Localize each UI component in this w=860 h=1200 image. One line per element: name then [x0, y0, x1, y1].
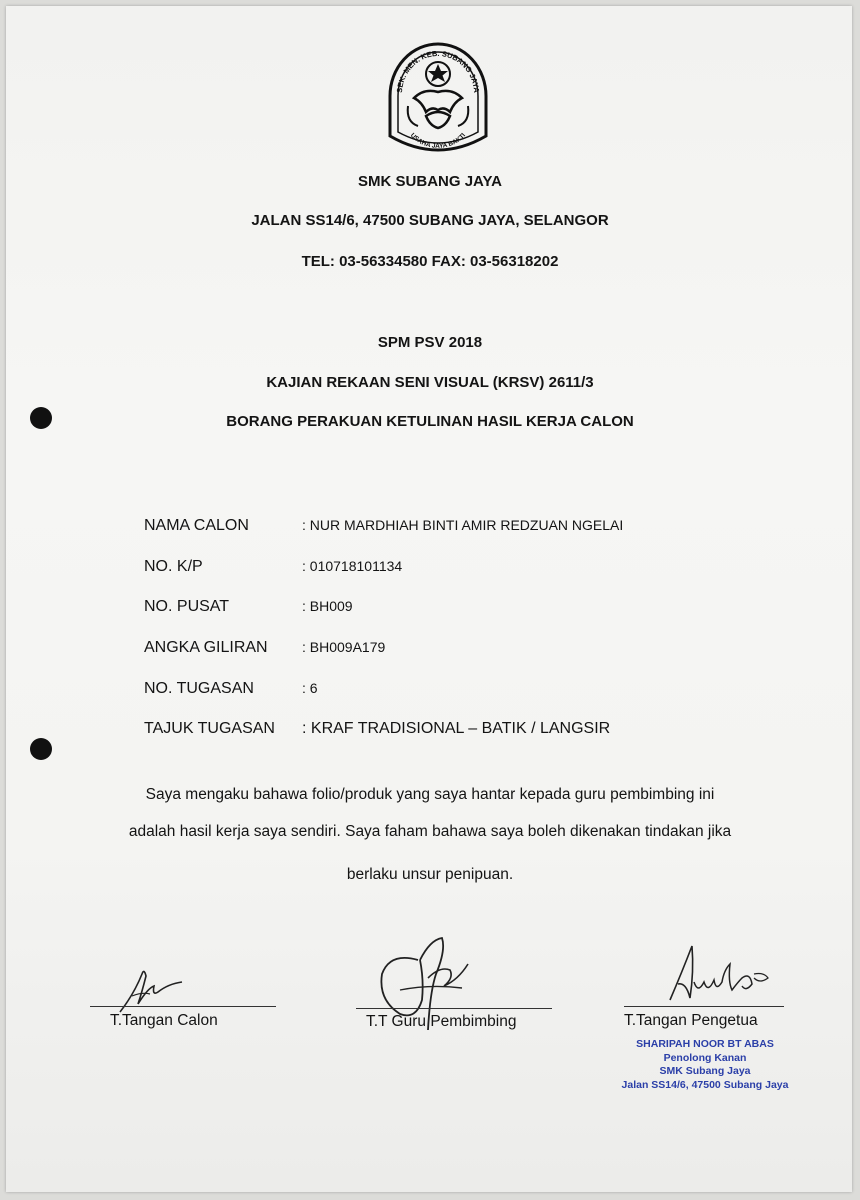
- field-value: : 6: [302, 680, 318, 696]
- field-label: NO. TUGASAN: [144, 680, 254, 697]
- school-address: JALAN SS14/6, 47500 SUBANG JAYA, SELANGOR: [251, 212, 609, 229]
- field-label: NO. K/P: [144, 558, 203, 575]
- field-label: ANGKA GILIRAN: [144, 639, 268, 656]
- stamp-name: SHARIPAH NOOR BT ABAS: [636, 1038, 774, 1050]
- candidate-signature-label: T.Tangan Calon: [110, 1012, 218, 1029]
- punch-hole-bottom: [30, 738, 52, 760]
- stamp-address: Jalan SS14/6, 47500 Subang Jaya: [621, 1078, 789, 1091]
- logo-text-top: SEK. MEN. KEB. SUBANG JAYA: [394, 48, 482, 94]
- field-value: : NUR MARDHIAH BINTI AMIR REDZUAN NGELAI: [302, 517, 624, 533]
- stamp-school: SMK Subang Jaya: [659, 1065, 751, 1077]
- field-value: : BH009: [302, 598, 353, 614]
- official-stamp: [600, 1038, 810, 1092]
- field-label: TAJUK TUGASAN: [144, 720, 275, 737]
- teacher-signature-label: T.T Guru Pembimbing: [366, 1013, 517, 1030]
- candidate-signature-line: [90, 1006, 276, 1007]
- school-logo-icon: [384, 36, 492, 166]
- teacher-signature-line: [356, 1008, 552, 1009]
- school-contact: TEL: 03-56334580 FAX: 03-56318202: [301, 253, 559, 270]
- declaration-line-2: adalah hasil kerja saya sendiri. Saya faham bahawa saya boleh dikenakan tindakan jika: [128, 823, 732, 840]
- candidate-signature: [108, 966, 198, 1016]
- principal-signature: [664, 942, 784, 1012]
- declaration-line-3: berlaku unsur penipuan.: [346, 866, 514, 883]
- principal-signature-label: T.Tangan Pengetua: [624, 1012, 758, 1029]
- form-title: BORANG PERAKUAN KETULINAN HASIL KERJA CALON: [226, 413, 634, 430]
- exam-title: SPM PSV 2018: [377, 334, 483, 351]
- field-label: NO. PUSAT: [144, 598, 230, 615]
- principal-signature-line: [624, 1006, 784, 1007]
- field-value: : 010718101134: [302, 558, 403, 574]
- field-value: : BH009A179: [302, 639, 386, 655]
- subject-title: KAJIAN REKAAN SENI VISUAL (KRSV) 2611/3: [266, 374, 594, 391]
- school-name: SMK SUBANG JAYA: [358, 173, 502, 190]
- field-label: NAMA CALON: [144, 517, 249, 534]
- field-value: : KRAF TRADISIONAL – BATIK / LANGSIR: [302, 720, 611, 737]
- logo-text-bottom: USAHA JAYA BAKTI: [408, 131, 468, 150]
- declaration-line-1: Saya mengaku bahawa folio/produk yang saya hantar kepada guru pembimbing ini: [145, 786, 715, 803]
- stamp-position: Penolong Kanan: [663, 1051, 747, 1064]
